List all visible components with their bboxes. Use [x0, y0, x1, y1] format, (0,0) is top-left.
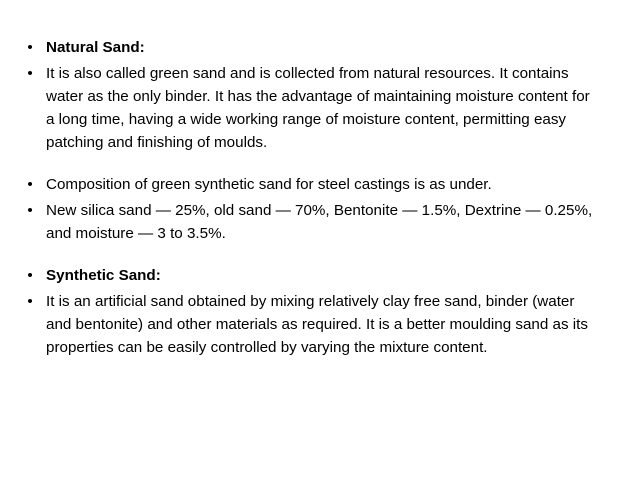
natural-sand-heading: Natural Sand: [46, 39, 145, 56]
composition-intro: Composition of green synthetic sand for steel castings is as under. [46, 176, 492, 193]
bullet-item-natural-sand-heading [24, 36, 594, 59]
bullet-dot-icon: • [27, 293, 33, 310]
bullet-dot-icon: • [27, 65, 33, 82]
synthetic-sand-description: It is an artificial sand obtained by mixing relatively clay free sand, binder (water and bentonite) and other materials as required. It is a better moulding sand as its properties can be easily controlled by varying the mixture content. [46, 293, 588, 356]
bullet-dot-icon: • [27, 267, 33, 284]
bullet-item-composition-values [24, 199, 594, 245]
bullet-item-natural-sand-description [24, 62, 594, 154]
bullet-item-composition-intro [24, 173, 594, 196]
bullet-dot-icon: • [27, 176, 33, 193]
bullet-item-synthetic-sand-heading [24, 264, 594, 287]
bullet-dot-icon: • [27, 39, 33, 56]
bullet-list [24, 36, 594, 362]
bullet-dot-icon: • [27, 202, 33, 219]
natural-sand-description: It is also called green sand and is collected from natural resources. It contains water as the only binder. It has the advantage of maintaining moisture content for a long time, having a wide working range of moisture content, permitting easy patching and finishing of moulds. [46, 65, 590, 151]
synthetic-sand-heading: Synthetic Sand: [46, 267, 161, 284]
bullet-item-synthetic-sand-description [24, 290, 594, 359]
composition-values: New silica sand — 25%, old sand — 70%, Bentonite — 1.5%, Dextrine — 0.25%, and moisture — 3 to 3.5%. [46, 202, 593, 242]
